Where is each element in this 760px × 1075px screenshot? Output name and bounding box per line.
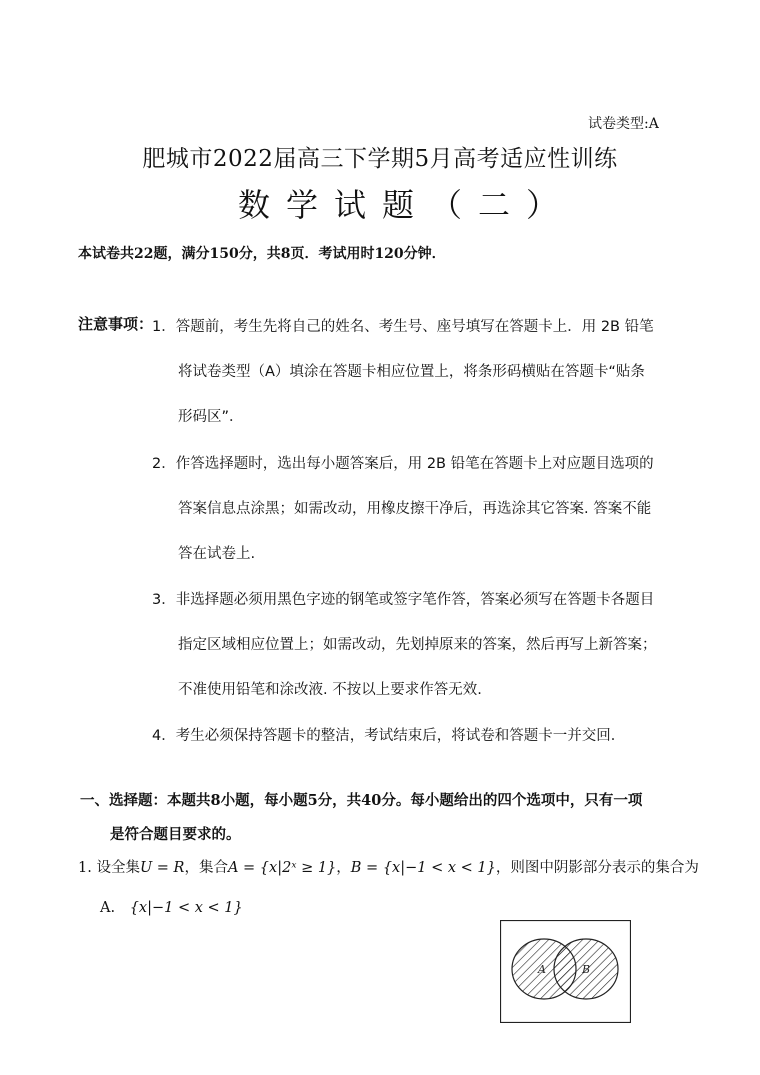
notice-item-4: 4．考生必须保持答题卡的整洁，考试结束后，将试卷和答题卡一并交回．: [152, 728, 626, 744]
notice-item-1-line-1: 1．答题前，考生先将自己的姓名、考生号、座号填写在答题卡上．用 2B 铅笔: [152, 319, 654, 335]
set-a-expression: A = {x|2ˣ ≥ 1}: [227, 860, 337, 876]
paper-type-label: 试卷类型:A: [588, 116, 659, 132]
question-number: 1.: [78, 860, 92, 876]
exam-subtitle: 数学试题（二）: [238, 186, 575, 224]
set-b-expression: B = {x|−1 < x < 1}: [350, 860, 496, 876]
question-1-stem: [78, 856, 699, 877]
venn-diagram: [500, 920, 631, 1023]
notice-item-1-line-3: 形码区”．: [178, 409, 244, 425]
notice-item-3-line-3: 不准使用铅笔和涂改液. 不按以上要求作答无效.: [178, 682, 482, 698]
notice-item-2-line-3: 答在试卷上.: [178, 546, 256, 562]
question-text: 设全集: [96, 860, 140, 876]
universe-expression: U = R: [139, 860, 185, 876]
venn-label-b: B: [582, 963, 591, 976]
exam-summary: 本试卷共22题，满分150分，共8页．考试用时120分钟．: [78, 246, 446, 262]
notice-item-3-line-1: 3．非选择题必须用黑色字迹的钢笔或签字笔作答，答案必须写在答题卡各题目: [152, 592, 655, 608]
option-a-label: A.: [100, 900, 116, 916]
option-a: [100, 900, 243, 916]
exam-title: 肥城市2022届高三下学期5月高考适应性训练: [142, 146, 618, 172]
notice-item-1-line-2: 将试卷类型（A）填涂在答题卡相应位置上，将条形码横贴在答题卡“贴条: [178, 364, 645, 380]
question-text: ，集合: [184, 860, 228, 876]
notice-label: 注意事项：: [78, 315, 154, 333]
section-heading-continuation: 是符合题目要求的。: [110, 826, 241, 843]
question-text: ，则图中阴影部分表示的集合为: [495, 860, 699, 876]
venn-label-a: A: [538, 963, 546, 976]
notice-item-3-line-2: 指定区域相应位置上；如需改动，先划掉原来的答案，然后再写上新答案；: [178, 637, 657, 653]
option-a-expression: {x|−1 < x < 1}: [129, 900, 243, 916]
question-text: ，: [336, 860, 351, 876]
notice-item-2-line-1: 2．作答选择题时，选出每小题答案后，用 2B 铅笔在答题卡上对应题目选项的: [152, 456, 654, 472]
section-heading: 一、选择题：本题共8小题，每小题5分，共40分。每小题给出的四个选项中，只有一项: [80, 792, 643, 809]
notice-item-2-line-2: 答案信息点涂黑；如需改动，用橡皮擦干净后，再选涂其它答案. 答案不能: [178, 501, 652, 517]
